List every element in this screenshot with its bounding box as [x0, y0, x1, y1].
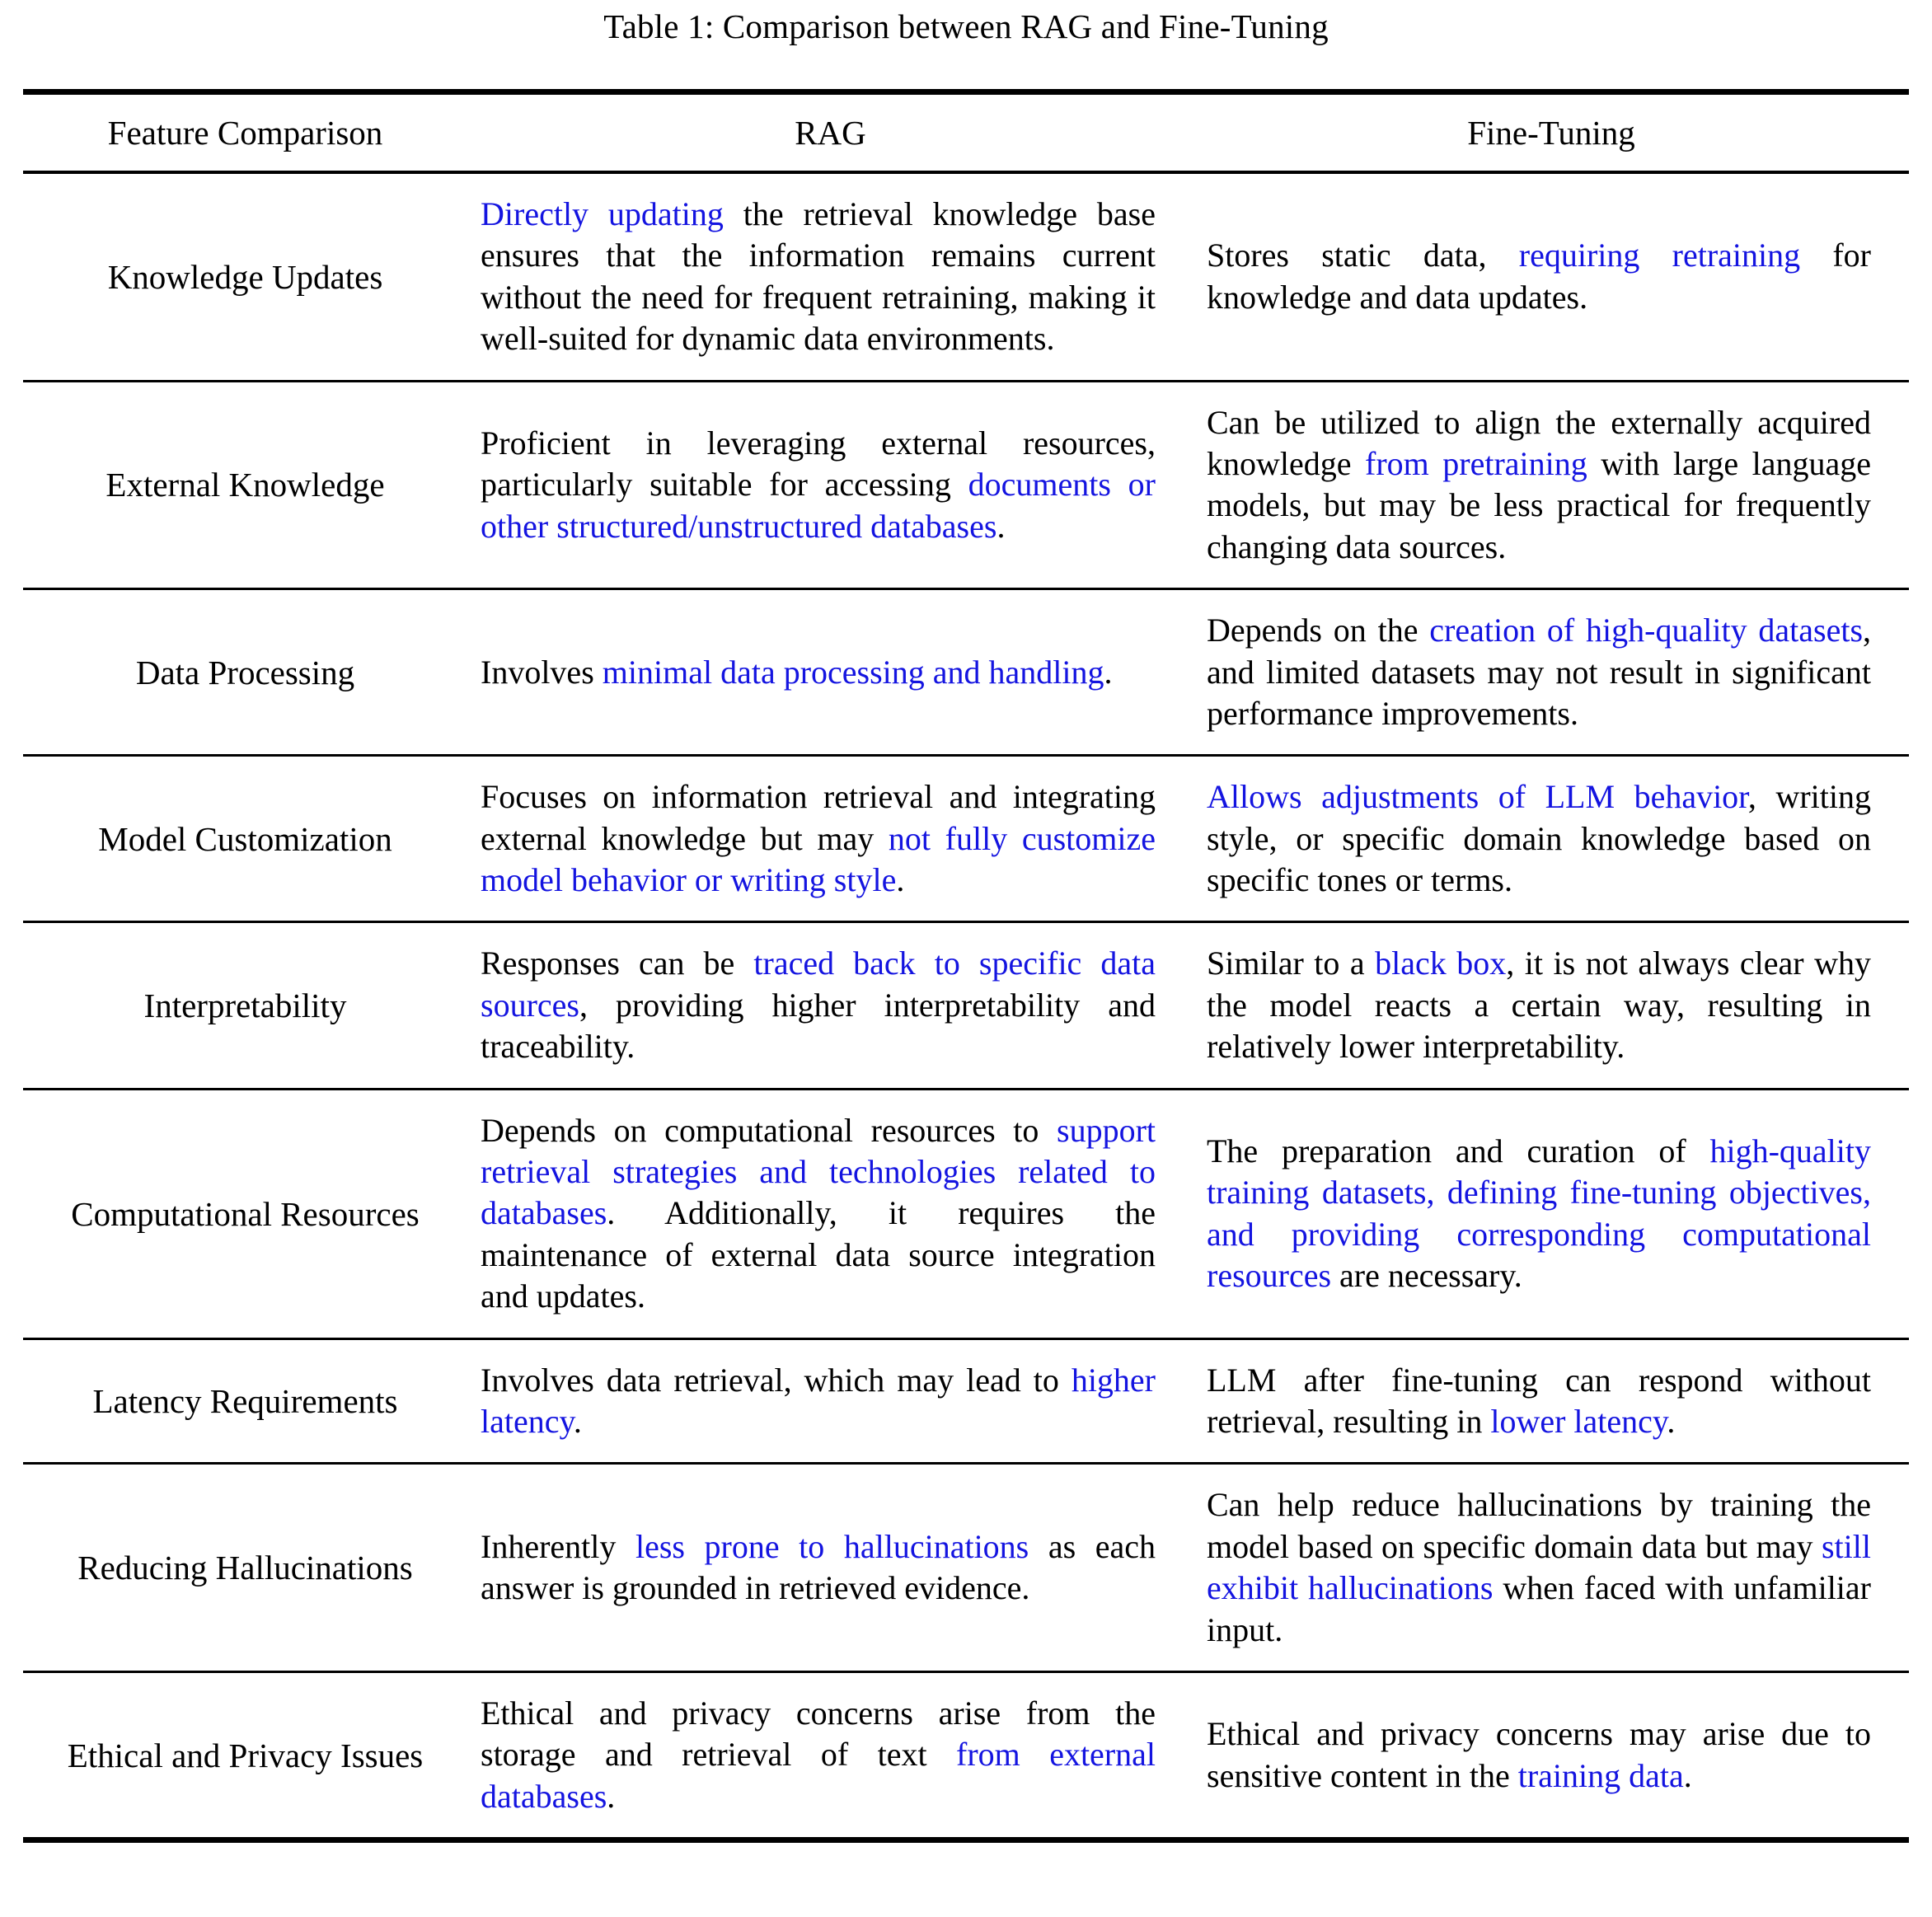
highlighted-text: lower latency: [1490, 1402, 1667, 1440]
feature-cell: Knowledge Updates: [107, 257, 383, 296]
fine-tuning-cell: [1193, 381, 1909, 589]
plain-text: .: [573, 1402, 582, 1440]
table-row: [23, 589, 1909, 756]
table-row: [23, 1338, 1909, 1464]
table-row: [23, 381, 1909, 589]
feature-cell: Computational Resources: [23, 1089, 467, 1338]
highlighted-text: minimal data processing and handling: [602, 653, 1104, 691]
highlighted-text: black box: [1375, 944, 1507, 982]
table-caption: Table 1: Comparison between RAG and Fine-Tuning: [603, 7, 1329, 45]
highlighted-text: not fully customize model behavior or writing style: [481, 819, 1156, 899]
highlighted-text: higher latency: [481, 1361, 1156, 1440]
rag-cell: [467, 1338, 1193, 1464]
rag-cell: [467, 381, 1193, 589]
highlighted-text: Allows adjustments of LLM behavior: [1207, 778, 1748, 816]
plain-text: , it is not always clear why the model reacts a certain way, resulting in relatively lower interpretability.: [1207, 944, 1872, 1066]
highlighted-text: from pretraining: [1365, 444, 1587, 482]
fine-tuning-cell: [1193, 1338, 1909, 1464]
plain-text: Can be utilized to align the externally acquired knowledge: [1207, 403, 1871, 482]
rag-cell: [467, 922, 1193, 1089]
highlighted-text: documents or other structured/unstructured databases: [481, 466, 1156, 545]
highlighted-text: traced back to specific data sources: [481, 944, 1156, 1024]
feature-cell: Latency Requirements: [23, 1338, 467, 1464]
plain-text: .: [896, 861, 905, 899]
highlighted-text: Directly updating: [481, 195, 724, 232]
table-row: [23, 1464, 1909, 1672]
rag-cell: [467, 589, 1193, 756]
rag-cell: [467, 1671, 1193, 1840]
plain-text: Proficient in leveraging external resources, particularly suitable for accessing: [481, 424, 1156, 504]
plain-text: .: [1667, 1402, 1676, 1440]
highlighted-text: requiring retraining: [1518, 237, 1801, 274]
plain-text: .: [1104, 653, 1113, 691]
rag-cell: [467, 1089, 1193, 1338]
plain-text: .: [607, 1777, 616, 1815]
table-row: [23, 172, 1909, 381]
plain-text: Depends on computational resources to: [481, 1111, 1057, 1149]
plain-text: , providing higher interpretability and traceability.: [481, 986, 1156, 1066]
plain-text: the retrieval knowledge base ensures that the information remains current without the need for frequent retraining, making it well-suited for dynamic data environments.: [481, 195, 1156, 358]
fine-tuning-cell: [1193, 756, 1909, 922]
plain-text: Inherently: [481, 1527, 635, 1565]
fine-tuning-cell: [1193, 1089, 1909, 1338]
plain-text: . Additionally, it requires the maintenance of external data source integration and updates.: [481, 1194, 1156, 1315]
feature-cell: External Knowledge: [23, 381, 467, 589]
header-fine-tuning: Fine-Tuning: [1193, 92, 1909, 173]
fine-tuning-cell: [1193, 172, 1909, 381]
table-row: [23, 756, 1909, 922]
fine-tuning-cell: [1193, 1464, 1909, 1672]
plain-text: Focuses on information retrieval and integrating external knowledge but may: [481, 778, 1156, 857]
fine-tuning-cell: [1193, 589, 1909, 756]
plain-text: LLM after fine-tuning can respond without retrieval, resulting in: [1207, 1361, 1871, 1440]
plain-text: Stores static data,: [1207, 237, 1519, 274]
feature-cell: Interpretability: [23, 922, 467, 1089]
plain-text: are necessary.: [1331, 1257, 1522, 1294]
plain-text: , and limited datasets may not result in significant performance improvements.: [1207, 612, 1872, 732]
table-row: [23, 922, 1909, 1089]
plain-text: The preparation and curation of: [1207, 1132, 1710, 1169]
plain-text: Ethical and privacy concerns arise from the storage and retrieval of text: [481, 1694, 1156, 1774]
feature-cell: Data Processing: [23, 589, 467, 756]
highlighted-text: still exhibit hallucinations: [1207, 1527, 1871, 1607]
plain-text: .: [1683, 1756, 1692, 1794]
rag-cell: [467, 756, 1193, 922]
plain-text: Similar to a: [1207, 944, 1376, 982]
highlighted-text: training data: [1517, 1756, 1684, 1794]
header-rag: RAG: [467, 92, 1193, 173]
header-feature-comparison: Feature Comparison: [23, 92, 467, 173]
highlighted-text: support retrieval strategies and technologies related to databases: [481, 1111, 1156, 1232]
fine-tuning-cell: [1193, 922, 1909, 1089]
table-row: [23, 1671, 1909, 1840]
comparison-table: [23, 89, 1909, 1843]
fine-tuning-cell: [1193, 1671, 1909, 1840]
plain-text: for knowledge and data updates.: [1207, 237, 1872, 316]
plain-text: Responses can be: [481, 944, 754, 982]
highlighted-text: from external databases: [481, 1736, 1156, 1815]
highlighted-text: creation of high-quality datasets: [1429, 612, 1864, 649]
plain-text: Can help reduce hallucinations by training the model based on specific domain data but may: [1207, 1486, 1871, 1565]
plain-text: Depends on the: [1207, 612, 1430, 649]
plain-text: when faced with unfamiliar input.: [1207, 1569, 1871, 1648]
feature-cell: Reducing Hallucinations: [23, 1464, 467, 1672]
plain-text: Ethical and privacy concerns may arise due to sensitive content in the: [1207, 1715, 1871, 1794]
rag-cell: [467, 172, 1193, 381]
table-row: [23, 1089, 1909, 1338]
table-header-row: [23, 92, 1909, 173]
highlighted-text: high-quality training datasets, defining fine-tuning objectives, and providing corresponding computational resources: [1207, 1132, 1871, 1294]
plain-text: Involves data retrieval, which may lead to: [481, 1361, 1072, 1399]
highlighted-text: less prone to hallucinations: [635, 1527, 1029, 1565]
feature-cell: Ethical and Privacy Issues: [23, 1671, 467, 1840]
table-body: [23, 172, 1909, 1840]
plain-text: , writing style, or specific domain knowledge based on specific tones or terms.: [1207, 778, 1871, 899]
feature-cell: Model Customization: [23, 756, 467, 922]
plain-text: .: [996, 507, 1006, 545]
rag-cell: [467, 1464, 1193, 1672]
plain-text: as each answer is grounded in retrieved evidence.: [481, 1527, 1156, 1607]
plain-text: with large language models, but may be less practical for frequently changing data sources.: [1207, 444, 1871, 565]
plain-text: Involves: [481, 653, 603, 691]
